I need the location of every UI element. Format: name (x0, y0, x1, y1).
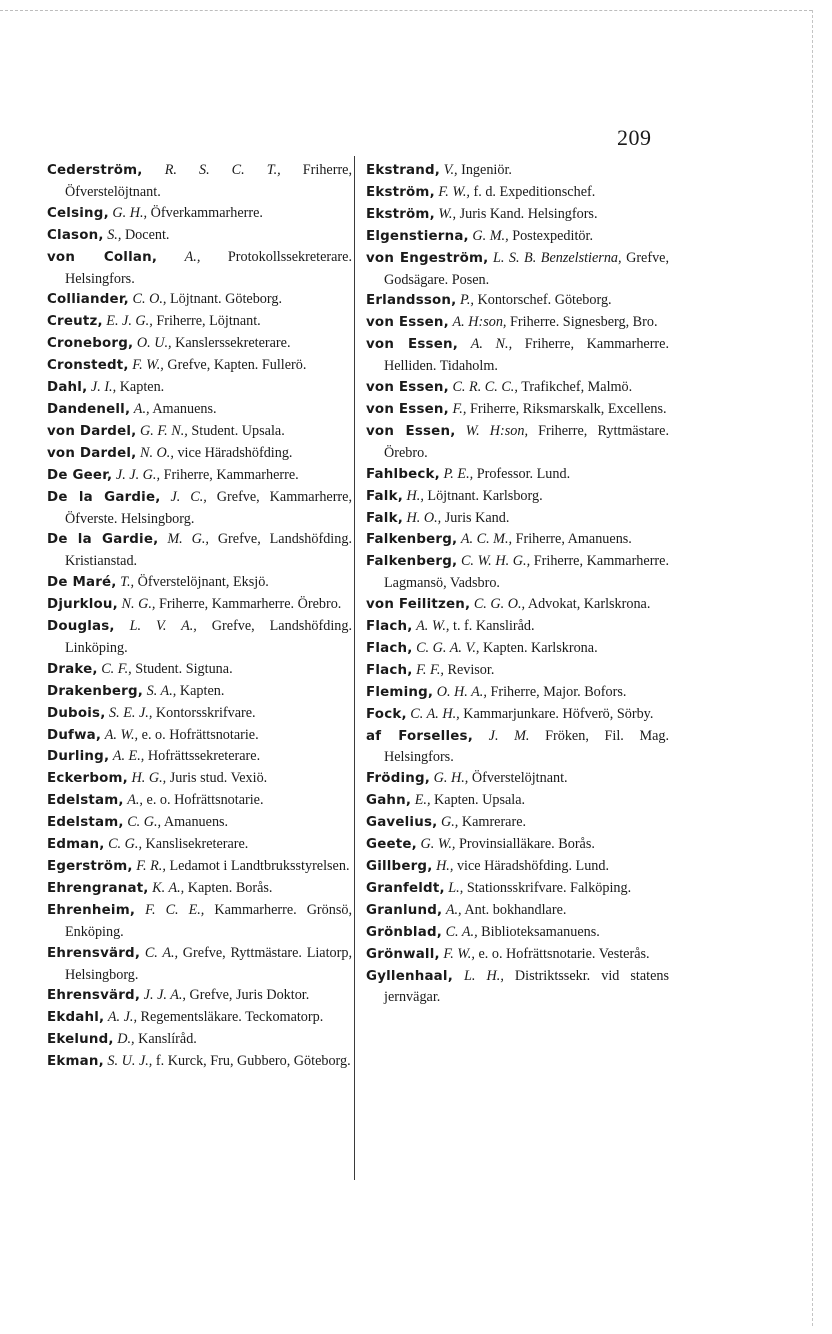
directory-entry (47, 247, 352, 290)
entry-name: Drakenberg, (47, 683, 144, 699)
entry-details: t. f. Kansliråd. (453, 618, 535, 635)
entry-initials: A. N., (470, 336, 513, 353)
entry-name: Edelstam, (47, 815, 124, 831)
entry-details: Öfverkammarherre. (150, 204, 263, 221)
entry-initials: W. H:son, (465, 422, 528, 439)
entry-initials: C. F., (101, 660, 132, 677)
directory-entry (47, 1007, 352, 1029)
entry-name: Flach, (366, 640, 413, 656)
directory-entry (47, 878, 352, 900)
entry-name: Falk, (366, 488, 403, 504)
entry-initials: E. J. G., (106, 313, 153, 330)
entry-name: De la Gardie, (47, 489, 161, 505)
entry-name: Dufwa, (47, 727, 102, 743)
entry-initials: S. U. J., (107, 1053, 153, 1070)
directory-entry (47, 703, 352, 725)
directory-entry (366, 204, 669, 226)
entry-initials: F. R., (136, 858, 166, 874)
entry-details: Postexpeditör. (512, 227, 593, 244)
entry-initials: J. J. A., (143, 987, 186, 1004)
entry-details: Grefve, Ryttmästare. Liatorp, Helsingborg. (65, 944, 352, 983)
entry-initials: C. G. A. V., (416, 639, 480, 656)
entry-name: Fock, (366, 706, 407, 722)
entry-details: Protokollssekreterare. Helsingfors. (65, 248, 353, 287)
directory-entry (366, 160, 669, 182)
entry-initials: E., (414, 792, 431, 809)
entry-details: Löjtnant. Karlsborg. (427, 487, 543, 504)
entry-initials: F. W., (132, 357, 164, 374)
directory-entry (366, 290, 669, 312)
entry-initials: L. V. A., (129, 618, 197, 635)
entry-details: Kapten. (119, 379, 165, 396)
entry-details: Grefve, Godsägare. Posen. (384, 249, 670, 288)
entry-name: Djurklou, (47, 597, 118, 613)
entry-name: Granfeldt, (366, 880, 445, 896)
entry-initials: G. F. N., (139, 422, 188, 439)
entry-name: Gyllenhaal, (366, 968, 453, 984)
entry-initials: P., (460, 292, 474, 309)
entry-name: Drake, (47, 661, 98, 677)
entry-name: Douglas, (47, 619, 115, 635)
entry-initials: D., (117, 1031, 135, 1048)
directory-entry (366, 900, 669, 922)
entry-details: Kontorschef. Göteborg. (477, 292, 612, 309)
directory-entry (366, 768, 669, 790)
directory-entry (47, 659, 352, 681)
directory-entry (366, 922, 669, 944)
directory-entry (366, 834, 669, 856)
directory-entry (366, 551, 669, 594)
entry-details: Revisor. (447, 661, 495, 678)
entry-initials: H. G., (131, 770, 167, 787)
entry-name: Ekman, (47, 1054, 104, 1070)
entry-details: Grefve, Kapten. Fullerö. (167, 357, 307, 374)
directory-entry (366, 812, 669, 834)
entry-initials: A. C. M., (460, 531, 513, 548)
entry-name: Edelstam, (47, 793, 124, 809)
entry-initials: T., (120, 574, 135, 591)
entry-details: vice Häradshöfding. (177, 444, 293, 461)
entry-name: von Essen, (366, 337, 459, 353)
right-column (366, 160, 669, 1008)
entry-details: Student. Upsala. (191, 422, 285, 439)
entry-details: Juris Kand. (444, 509, 510, 526)
entry-name: Grönblad, (366, 924, 443, 940)
entry-details: vice Häradshöfding. Lund. (456, 858, 610, 874)
entry-initials: C. G., (127, 814, 162, 831)
entry-initials: H., (436, 858, 454, 874)
entry-initials: F., (452, 400, 467, 417)
entry-details: Fröken, Fil. Mag. Helsingfors. (384, 727, 670, 766)
entry-details: Amanuens. (163, 814, 229, 831)
entry-details: Grefve, Landshöfding. Kristianstad. (65, 531, 352, 570)
entry-initials: C. G., (108, 836, 142, 853)
entry-name: Falkenberg, (366, 554, 458, 570)
directory-entry (366, 182, 669, 204)
entry-name: von Dardel, (47, 445, 137, 461)
entry-initials: J. J. G., (115, 466, 161, 483)
entry-name: von Essen, (366, 380, 449, 396)
directory-entry (366, 878, 669, 900)
directory-entry (47, 594, 352, 616)
entry-initials: S., (107, 226, 122, 243)
directory-entry (47, 225, 352, 247)
entry-initials: A., (133, 400, 150, 417)
directory-entry (47, 616, 352, 659)
entry-name: Gillberg, (366, 859, 433, 874)
entry-details: Student. Sigtuna. (135, 660, 233, 677)
entry-details: Friherre, Kammarherre. Helliden. Tidaholm. (384, 336, 669, 375)
entry-details: Kapten. Borås. (187, 879, 273, 896)
entry-initials: W., (438, 205, 457, 222)
directory-entry (366, 966, 669, 1009)
entry-name: Flach, (366, 619, 413, 635)
directory-entry (47, 985, 352, 1007)
entry-details: Kanslerssekreterare. (175, 335, 291, 352)
entry-initials: P. E., (443, 465, 474, 482)
directory-entry (366, 704, 669, 726)
entry-details: f. d. Expeditionschef. (473, 183, 596, 200)
entry-name: Celsing, (47, 205, 109, 221)
entry-initials: G., (440, 814, 459, 831)
entry-initials: J. C., (170, 488, 207, 505)
entry-details: Kapten. (179, 682, 225, 699)
entry-initials: J. I., (90, 379, 117, 396)
directory-entry (47, 900, 352, 943)
directory-entry (366, 334, 669, 377)
entry-initials: F. F., (416, 661, 444, 678)
entry-name: De Maré, (47, 575, 117, 591)
directory-entry (47, 768, 352, 790)
directory-entry (47, 1051, 352, 1073)
directory-entry (47, 333, 352, 355)
entry-name: Erlandsson, (366, 293, 457, 309)
entry-initials: N. O., (139, 444, 174, 461)
entry-details: Friherre, Riksmarskalk, Excellens. (469, 400, 667, 417)
entry-details: e. o. Hofrättsnotarie. (146, 792, 264, 809)
entry-details: Friherre, Kammarherre. (163, 466, 299, 483)
directory-entry (47, 812, 352, 834)
directory-entry (366, 399, 669, 421)
entry-details: Kapten. Upsala. (434, 792, 526, 809)
entry-name: Croneborg, (47, 336, 134, 352)
entry-details: Friherre, Ryttmästare. Örebro. (384, 422, 669, 461)
entry-name: Cederström, (47, 163, 143, 178)
entry-initials: A., (445, 901, 462, 918)
entry-details: Biblioteksamanuens. (481, 923, 600, 940)
entry-initials: C. R. C. C., (452, 379, 518, 396)
entry-details: Löjtnant. Göteborg. (169, 291, 283, 308)
directory-entry (47, 856, 352, 878)
entry-details: Kontorsskrifvare. (155, 704, 256, 721)
entry-details: Juris stud. Vexiö. (169, 770, 268, 787)
entry-details: Kanslíråd. (138, 1031, 197, 1048)
entry-initials: G. H., (433, 770, 469, 787)
entry-details: Stationsskrifvare. Falköping. (466, 879, 632, 896)
entry-name: Dandenell, (47, 401, 131, 417)
entry-initials: J. M. (488, 727, 530, 744)
entry-name: Flach, (366, 662, 413, 678)
entry-initials: S. E. J., (109, 704, 153, 721)
entry-name: Dahl, (47, 380, 88, 396)
directory-entry (47, 746, 352, 768)
entry-initials: F. W., (438, 183, 470, 200)
entry-initials: L. H., (464, 967, 504, 984)
entry-initials: C. G. O., (473, 596, 526, 613)
entry-name: Cronstedt, (47, 358, 129, 374)
entry-details: Grefve, Landshöfding. Linköping. (65, 618, 352, 656)
directory-entry (47, 421, 352, 443)
entry-name: von Dardel, (47, 423, 137, 439)
entry-name: Ekelund, (47, 1032, 114, 1048)
entry-initials: F. C. E., (145, 901, 205, 918)
directory-entry (366, 508, 669, 530)
entry-details: Friherre, Kammarherre. Örebro. (158, 596, 342, 613)
entry-name: Falkenberg, (366, 532, 458, 548)
entry-name: Gavelius, (366, 815, 438, 831)
page-number: 209 (617, 125, 652, 150)
entry-details: Trafikchef, Malmö. (521, 379, 633, 396)
entry-initials: H., (406, 487, 424, 504)
entry-initials: A., (127, 792, 143, 809)
entry-details: Grefve, Juris Doktor. (189, 987, 310, 1004)
entry-name: von Essen, (366, 423, 456, 439)
directory-entry (366, 377, 669, 399)
entry-details: Friherre. Signesberg, Bro. (510, 314, 658, 331)
entry-initials: F. W., (443, 945, 475, 962)
entry-details: Professor. Lund. (476, 465, 571, 482)
entry-initials: A. W., (416, 618, 450, 635)
directory-entry (366, 529, 669, 551)
entry-name: Granlund, (366, 902, 443, 918)
entry-initials: L., (448, 879, 464, 896)
entry-details: Kapten. Karlskrona. (482, 639, 598, 656)
entry-details: Ledamot i Landtbruksstyrelsen. (169, 858, 350, 874)
directory-entry (366, 944, 669, 966)
entry-initials: G. W., (420, 836, 456, 853)
directory-entry (47, 1029, 352, 1051)
directory-entry (47, 399, 352, 421)
entry-name: Fröding, (366, 771, 431, 787)
entry-name: Gahn, (366, 793, 412, 809)
entry-initials: A. J., (107, 1009, 137, 1026)
entry-initials: A. H:son, (452, 314, 507, 331)
entry-initials: N. G., (121, 596, 156, 613)
entry-name: af Forselles, (366, 728, 473, 744)
entry-name: von Engeström, (366, 250, 489, 266)
directory-entry (366, 486, 669, 508)
entry-name: Falk, (366, 510, 403, 526)
entry-initials: G. H., (112, 204, 148, 221)
entry-initials: C. O., (132, 291, 167, 308)
directory-entry (366, 594, 669, 616)
directory-entry (47, 311, 352, 333)
entry-details: Kanslisekreterare. (145, 836, 249, 853)
directory-entry (366, 790, 669, 812)
entry-name: Ehrensvärd, (47, 988, 141, 1004)
entry-name: Creutz, (47, 314, 103, 330)
entry-details: Docent. (124, 226, 170, 243)
entry-initials: C. A., (445, 923, 478, 940)
entry-initials: A. W., (104, 726, 139, 743)
entry-details: Regementsläkare. Teckomatorp. (140, 1009, 324, 1026)
entry-details: Advokat, Karlskrona. (527, 596, 651, 613)
entry-name: von Essen, (366, 401, 449, 417)
entry-initials: K. A., (152, 879, 185, 896)
scan-edge-top (0, 10, 812, 11)
entry-name: Dubois, (47, 705, 106, 721)
entry-details: Friherre, Amanuens. (515, 531, 632, 548)
directory-entry (366, 248, 669, 291)
entry-initials: R. S. C. T., (164, 162, 281, 178)
entry-details: f. Kurck, Fru, Gubbero, Göteborg. (155, 1053, 351, 1070)
directory-entry (47, 725, 352, 747)
entry-initials: H. O., (406, 509, 442, 526)
entry-details: Öfverstelöjtnant. (471, 770, 568, 787)
entry-name: Durling, (47, 749, 110, 765)
entry-details: Ingeniör. (461, 162, 512, 178)
entry-name: Ekdahl, (47, 1010, 105, 1026)
entry-name: Clason, (47, 227, 104, 243)
scan-edge-right (812, 10, 813, 1326)
directory-entry (47, 681, 352, 703)
directory-entry (366, 421, 669, 464)
directory-entry (366, 726, 669, 769)
directory-entry (366, 660, 669, 682)
entry-initials: O. U., (136, 335, 172, 352)
entry-details: e. o. Hofrättsnotarie. (141, 726, 259, 743)
entry-initials: V., (443, 162, 458, 178)
directory-entry (47, 443, 352, 465)
directory-entry (366, 616, 669, 638)
entry-name: von Collan, (47, 249, 158, 265)
directory-entry (47, 834, 352, 856)
directory-entry (47, 289, 352, 311)
entry-details: e. o. Hofrättsnotarie. Vesterås. (478, 945, 650, 962)
directory-entry (366, 312, 669, 334)
entry-details: Kamrerare. (461, 814, 527, 831)
directory-entry (47, 465, 352, 487)
entry-details: Hofrättssekreterare. (147, 748, 261, 765)
directory-entry (366, 226, 669, 248)
entry-initials: A. E., (112, 748, 145, 765)
entry-name: Fleming, (366, 684, 434, 700)
directory-entry (366, 638, 669, 660)
entry-name: Ehrensvärd, (47, 945, 141, 961)
directory-entry (47, 487, 352, 530)
entry-details: Friherre, Löjtnant. (156, 313, 261, 330)
directory-entry (47, 572, 352, 594)
directory-entry (47, 203, 352, 225)
entry-name: Ehrengranat, (47, 880, 149, 896)
directory-entry (47, 355, 352, 377)
entry-name: Ekstrand, (366, 163, 441, 178)
entry-details: Amanuens. (152, 400, 217, 417)
entry-initials: S. A., (146, 682, 177, 699)
entry-name: De Geer, (47, 467, 113, 483)
entry-details: Friherre, Kammarherre. Lagmansö, Vadsbro. (384, 553, 669, 592)
entry-details: Ant. bokhandlare. (464, 901, 567, 918)
entry-initials: L. S. B. Benzelstierna, (492, 249, 622, 266)
directory-entry (47, 943, 352, 986)
entry-name: Colliander, (47, 292, 129, 308)
entry-details: Juris Kand. Helsingfors. (459, 205, 598, 222)
entry-initials: G. M., (472, 227, 509, 244)
entry-initials: O. H. A., (436, 683, 487, 700)
entry-name: Elgenstierna, (366, 228, 469, 244)
entry-name: Ekström, (366, 206, 435, 222)
directory-entry (366, 856, 669, 878)
directory-entry (47, 790, 352, 812)
entry-name: Fahlbeck, (366, 466, 440, 482)
entry-name: Edman, (47, 837, 105, 853)
entry-initials: A., (184, 248, 201, 265)
entry-initials: C. W. H. G., (460, 553, 531, 570)
directory-entry (366, 464, 669, 486)
directory-entry (47, 160, 352, 203)
entry-details: Öfverstelöjnant, Eksjö. (137, 574, 269, 591)
entry-details: Distriktssekr. vid statens jernvägar. (384, 967, 670, 1006)
entry-details: Grefve, Kammarherre, Öfverste. Helsingborg. (65, 488, 352, 527)
entry-details: Friherre, Öfverstelöjtnant. (65, 162, 353, 200)
entry-details: Kammarherre. Grönsö, Enköping. (65, 901, 353, 940)
entry-name: Ehrenheim, (47, 902, 136, 918)
entry-name: Eckerbom, (47, 771, 128, 787)
directory-entry (47, 377, 352, 399)
entry-name: von Essen, (366, 315, 449, 331)
entry-name: Geete, (366, 837, 417, 853)
entry-initials: M. G., (167, 531, 209, 548)
entry-name: Egerström, (47, 859, 133, 874)
column-divider (354, 156, 355, 1180)
left-column (47, 160, 352, 1073)
entry-initials: C. A. H., (410, 705, 460, 722)
entry-name: von Feilitzen, (366, 597, 471, 613)
entry-name: Grönwall, (366, 946, 440, 962)
entry-details: Friherre, Major. Bofors. (490, 683, 627, 700)
directory-entry (47, 529, 352, 572)
entry-details: Kammarjunkare. Höfverö, Sörby. (463, 705, 654, 722)
entry-initials: C. A., (144, 944, 179, 961)
entry-name: Ekström, (366, 184, 435, 200)
directory-entry (366, 682, 669, 704)
entry-details: Provinsialläkare. Borås. (458, 836, 595, 853)
entry-name: De la Gardie, (47, 532, 159, 548)
